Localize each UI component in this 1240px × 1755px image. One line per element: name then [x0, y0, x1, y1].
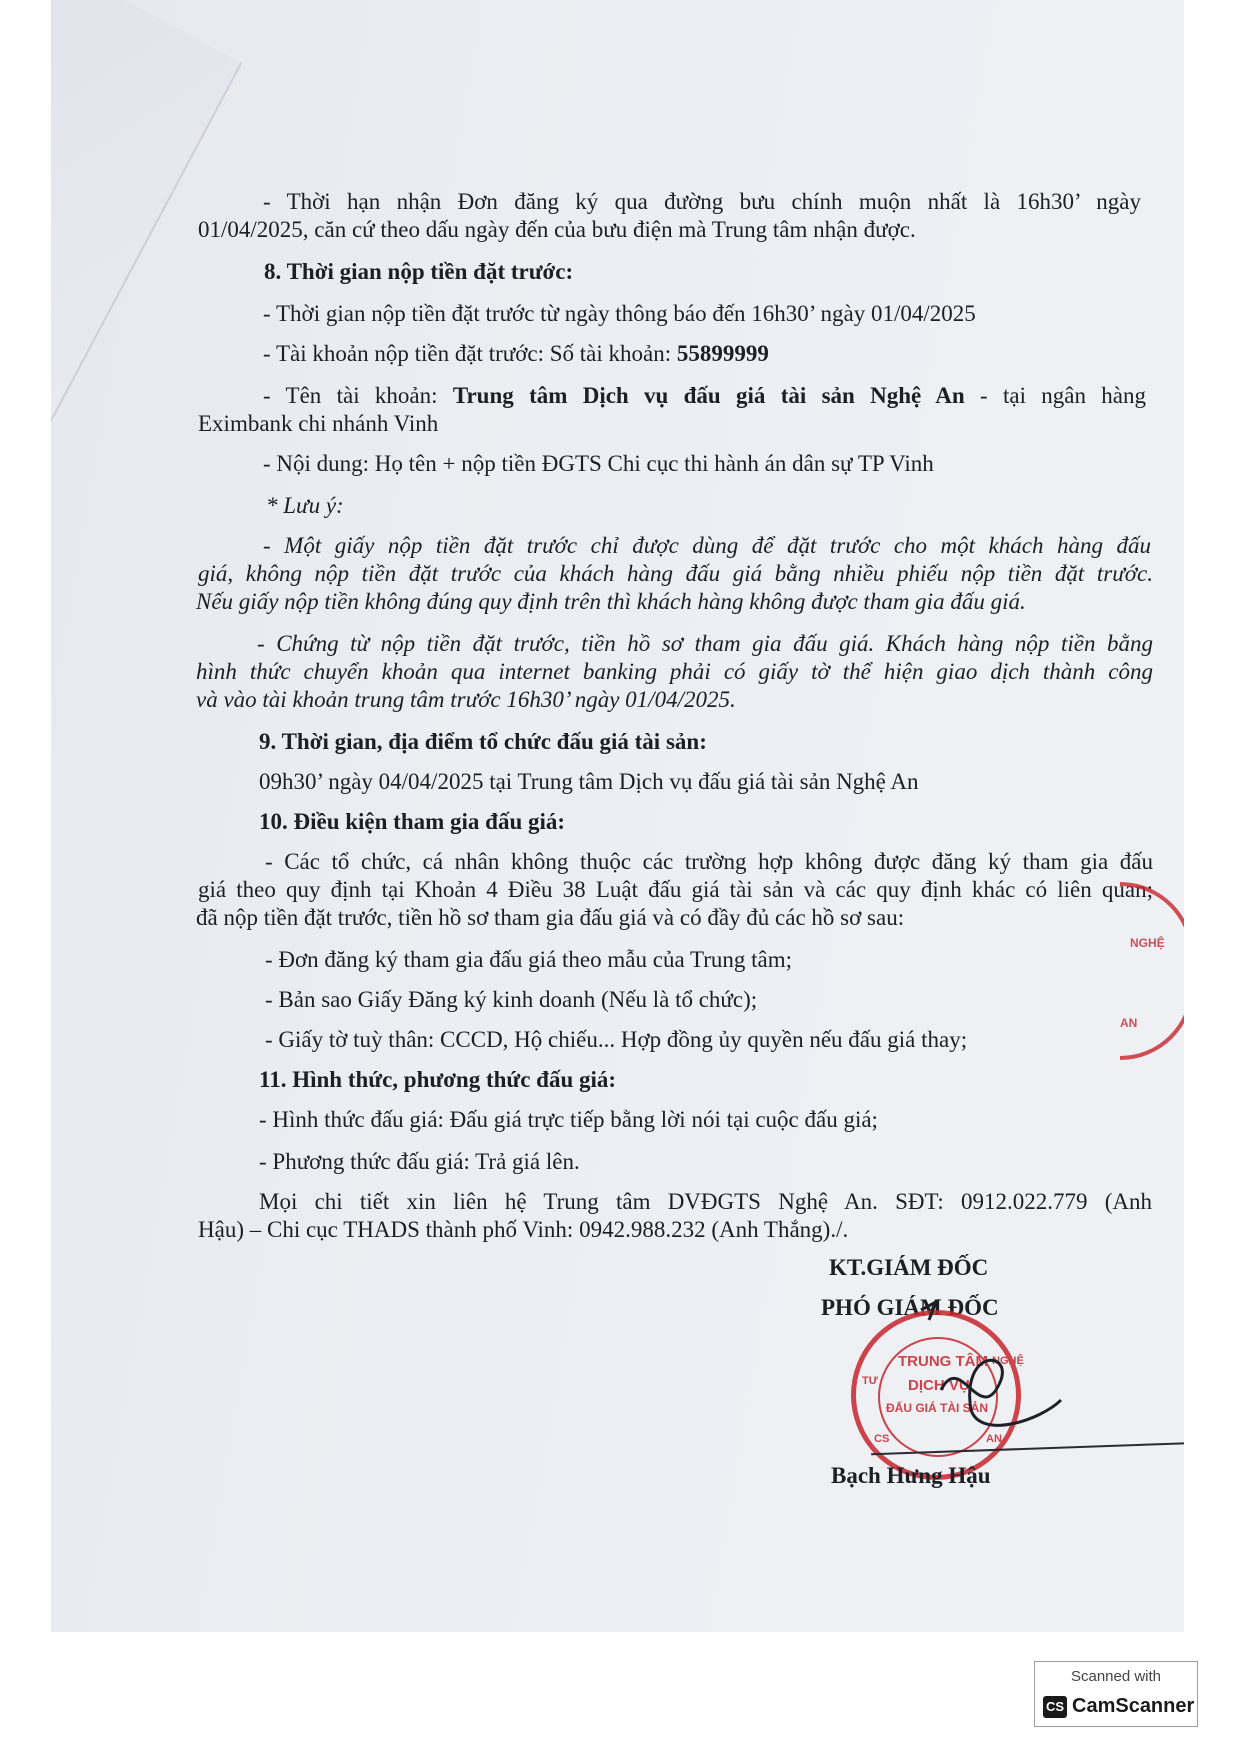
- list-item: - Giấy tờ tuỳ thân: CCCD, Hộ chiếu... Hợp đồng ủy quyền nếu đấu giá thay;: [265, 1027, 968, 1052]
- note-line: - Chứng từ nộp tiền đặt trước, tiền hồ sơ tham gia đấu giá. Khách hàng nộp tiền bằng: [257, 631, 1153, 656]
- account-name-label: - Tên tài khoản:: [263, 383, 453, 408]
- section-heading-8: 8. Thời gian nộp tiền đặt trước:: [264, 259, 574, 284]
- paragraph-line: giá theo quy định tại Khoản 4 Điều 38 Luật đấu giá tài sản và các quy định khác có liên quan;: [198, 877, 1153, 902]
- contact-line: Mọi chi tiết xin liên hệ Trung tâm DVĐGTS Nghệ An. SĐT: 0912.022.779 (Anh: [259, 1189, 1152, 1214]
- camscanner-logo-icon: CS: [1043, 1696, 1067, 1718]
- paragraph-line: Eximbank chi nhánh Vinh: [198, 411, 439, 436]
- paragraph-line: - Các tổ chức, cá nhân không thuộc các trường hợp không được đăng ký tham gia đấu: [265, 849, 1153, 874]
- seal-edge-text: AN: [986, 1433, 1002, 1445]
- seal-edge-text: TƯ: [862, 1375, 878, 1387]
- section-heading-9: 9. Thời gian, địa điểm tổ chức đấu giá tài sản:: [259, 729, 707, 754]
- account-bank-prefix: - tại ngân hàng: [964, 383, 1146, 408]
- camscanner-badge: [1034, 1661, 1198, 1727]
- signer-name: Bạch Hưng Hậu: [831, 1463, 991, 1488]
- badge-caption: Scanned with: [1070, 1668, 1162, 1685]
- seal-text: ĐẤU GIÁ TÀI SẢN: [886, 1401, 988, 1415]
- contact-line: Hậu) – Chi cục THADS thành phố Vinh: 0942.988.232 (Anh Thắng)./.: [198, 1217, 849, 1242]
- handwritten-signature: [901, 1290, 1101, 1450]
- note-line: và vào tài khoản trung tâm trước 16h30’ ngày 01/04/2025.: [196, 687, 736, 712]
- paragraph-line: 09h30’ ngày 04/04/2025 tại Trung tâm Dịch vụ đấu giá tài sản Nghệ An: [259, 769, 919, 794]
- paragraph-line: đã nộp tiền đặt trước, tiền hồ sơ tham gia đấu giá và có đầy đủ các hồ sơ sau:: [196, 905, 905, 930]
- section-heading-11: 11. Hình thức, phương thức đấu giá:: [259, 1067, 617, 1092]
- signature-subtitle: PHÓ GIÁM ĐỐC: [821, 1295, 999, 1320]
- paragraph-line: - Thời gian nộp tiền đặt trước từ ngày thông báo đến 16h30’ ngày 01/04/2025: [263, 301, 976, 326]
- note-line: - Một giấy nộp tiền đặt trước chỉ được dùng để đặt trước cho một khách hàng đấu: [263, 533, 1151, 558]
- seal-text: DỊCH VỤ: [908, 1377, 970, 1394]
- badge-brand: CamScanner: [1072, 1695, 1195, 1717]
- note-line: Nếu giấy nộp tiền không đúng quy định trên thì khách hàng không được tham gia đấu giá.: [196, 589, 1026, 614]
- note-line: giá, không nộp tiền đặt trước của khách hàng đấu giá bằng nhiều phiếu nộp tiền đặt trước.: [198, 561, 1153, 586]
- note-title: * Lưu ý:: [266, 493, 344, 518]
- list-item: - Bản sao Giấy Đăng ký kinh doanh (Nếu là tổ chức);: [265, 987, 758, 1012]
- paragraph-line: - Thời hạn nhận Đơn đăng ký qua đường bưu chính muộn nhất là 16h30’ ngày: [263, 189, 1141, 214]
- seal-edge-text: CS: [874, 1433, 890, 1445]
- edge-seal: [1120, 882, 1184, 1060]
- note-line: hình thức chuyển khoản qua internet banking phải có giấy tờ thể hiện giao dịch thành công: [196, 659, 1153, 684]
- edge-seal-text: AN: [1120, 1016, 1138, 1030]
- account-name: Trung tâm Dịch vụ đấu giá tài sản Nghệ An: [452, 383, 965, 408]
- account-line: [263, 340, 769, 368]
- seal-text: TRUNG TÂM: [898, 1353, 988, 1370]
- list-item: - Đơn đăng ký tham gia đấu giá theo mẫu của Trung tâm;: [265, 947, 793, 972]
- account-name-line: [263, 382, 1146, 410]
- scanned-page: [51, 0, 1184, 1632]
- signature-title: KT.GIÁM ĐỐC: [829, 1255, 989, 1280]
- paragraph-line: 01/04/2025, căn cứ theo dấu ngày đến của bưu điện mà Trung tâm nhận được.: [198, 217, 916, 242]
- account-label: - Tài khoản nộp tiền đặt trước: Số tài khoản:: [263, 341, 677, 366]
- edge-seal-text: NGHỆ: [1130, 936, 1165, 950]
- paragraph-line: - Hình thức đấu giá: Đấu giá trực tiếp bằng lời nói tại cuộc đấu giá;: [259, 1107, 878, 1132]
- account-number: 55899999: [676, 341, 769, 366]
- paragraph-line: - Nội dung: Họ tên + nộp tiền ĐGTS Chi cục thi hành án dân sự TP Vinh: [263, 451, 934, 476]
- section-heading-10: 10. Điều kiện tham gia đấu giá:: [259, 809, 566, 834]
- seal-edge-text: NGHỆ: [992, 1355, 1024, 1367]
- paragraph-line: - Phương thức đấu giá: Trả giá lên.: [259, 1149, 580, 1174]
